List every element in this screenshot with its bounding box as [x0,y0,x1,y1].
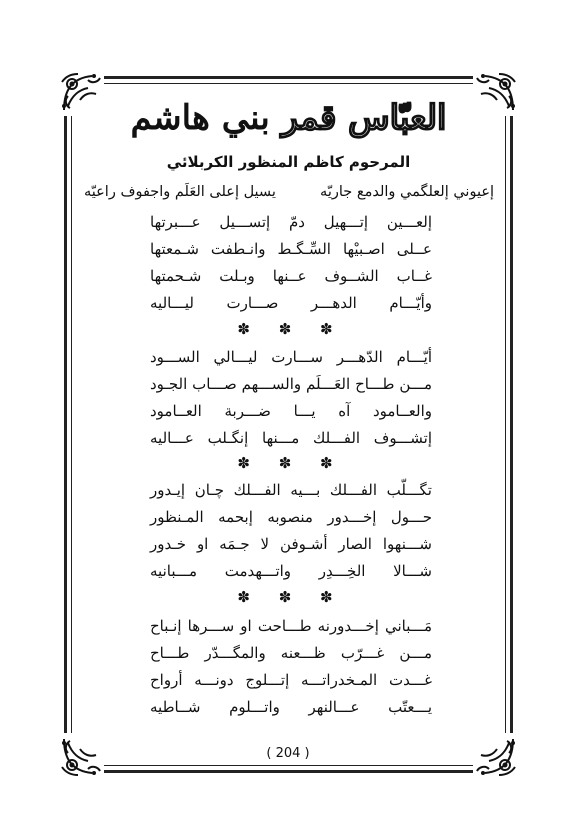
intro-hemistich-right: إعيوني إلعلگمي والدمع جاريّه [320,184,494,200]
corner-ornament-icon [58,70,104,116]
poem-author: المرحوم كاظم المنظور الكربلائي [166,153,411,171]
corner-ornament-icon [473,733,519,779]
stanza-separator: ✽ ✽ ✽ [237,320,345,338]
verse-line: مَـــباني إخـــدورنه طـــاحت او ســـرها إنـباح [150,617,432,635]
poem-title [120,95,457,141]
corner-ornament-icon [473,70,519,116]
page-number: ( 204 ) [266,746,310,761]
verse-line: شـــالا الخِـــدِر واتـــهدمت مـــبانيه [150,562,432,580]
intro-hemistich-left: يسيل إعلى العَلَم واجفوف راعيّه [84,184,276,200]
verse-line: مـــن طـــاح العَـــلَم والســـهم صـــاب الجـود [150,375,432,393]
verse-line: تگـــلّب الفـــلك بـــيه الفـــلك چـان إيـدور [150,481,432,499]
stanza-separator: ✽ ✽ ✽ [237,454,345,472]
verse-line: غـــدت المـخدراتـــه إتـــلوج دونـــه أرواح [150,671,432,689]
verse-line: عــلى اصـبيْها السِّـگـط وانـطفت شـمعتها [150,240,432,258]
verse-line: إلعـــين إتـــهيل دمّ إتســـيل عـــبرتها [150,213,432,231]
verse-line: أيّـــام الدّهـــر ســـارت ليـــالي الســـود [150,348,432,366]
verse-line: شـــنهوا الصار أشـوفن لا جـمَه او خـدور [150,535,432,553]
verse-line: يـــعتّب عـــالنهر واتـــلوم شــاطيه [150,698,432,716]
verse-line: غــاب الشــوف عــنها وبـلت شـحمتها [150,267,432,285]
poem-title-solid: بني هاشم [130,98,270,138]
verse-line: وأيّـــام الدهـــر صـــارت ليـــاليه [150,294,432,312]
verse-line: إتشـــوف الفـــلك مـــنها إنگـلب عـــاليه [150,429,432,447]
verse-line: حـــول إخـــدور منصوبه إبحمه المـنظور [150,508,432,526]
corner-ornament-icon [58,733,104,779]
poem-title-outlined: العبّاس قمر [281,98,447,138]
stanza-separator: ✽ ✽ ✽ [237,588,345,606]
verse-line: والعــامود آه يـــا ضـــربة العــامود [150,402,432,420]
verse-line: مـــن غـــرّب ظـــعنه والمگـــدّر طـــاح [150,644,432,662]
